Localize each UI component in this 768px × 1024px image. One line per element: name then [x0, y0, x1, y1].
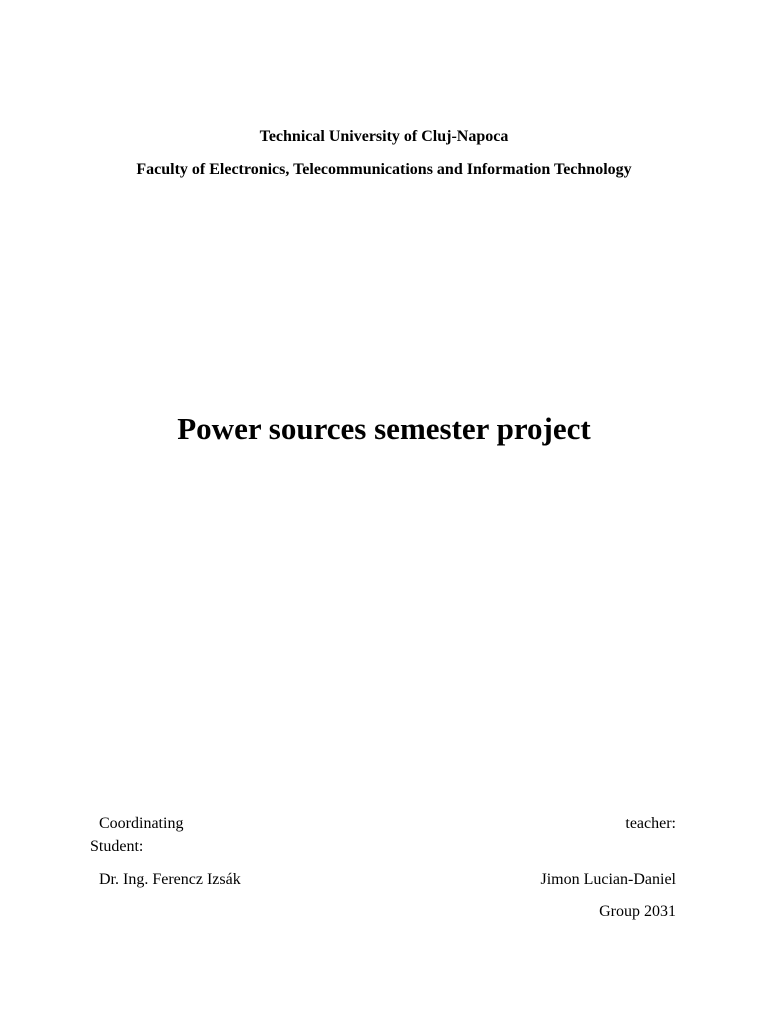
project-title: Power sources semester project	[177, 411, 591, 446]
faculty-name: Faculty of Electronics, Telecommunications and Information Technology	[136, 161, 632, 178]
student-group: Group 2031	[599, 903, 676, 920]
student-name: Jimon Lucian-Daniel	[540, 871, 676, 888]
teacher-label: teacher:	[625, 815, 676, 832]
coordinator-name: Dr. Ing. Ferencz Izsák	[99, 871, 241, 888]
university-name: Technical University of Cluj-Napoca	[259, 128, 509, 145]
coordinating-label: Coordinating	[99, 815, 184, 832]
student-label: Student:	[90, 838, 144, 855]
